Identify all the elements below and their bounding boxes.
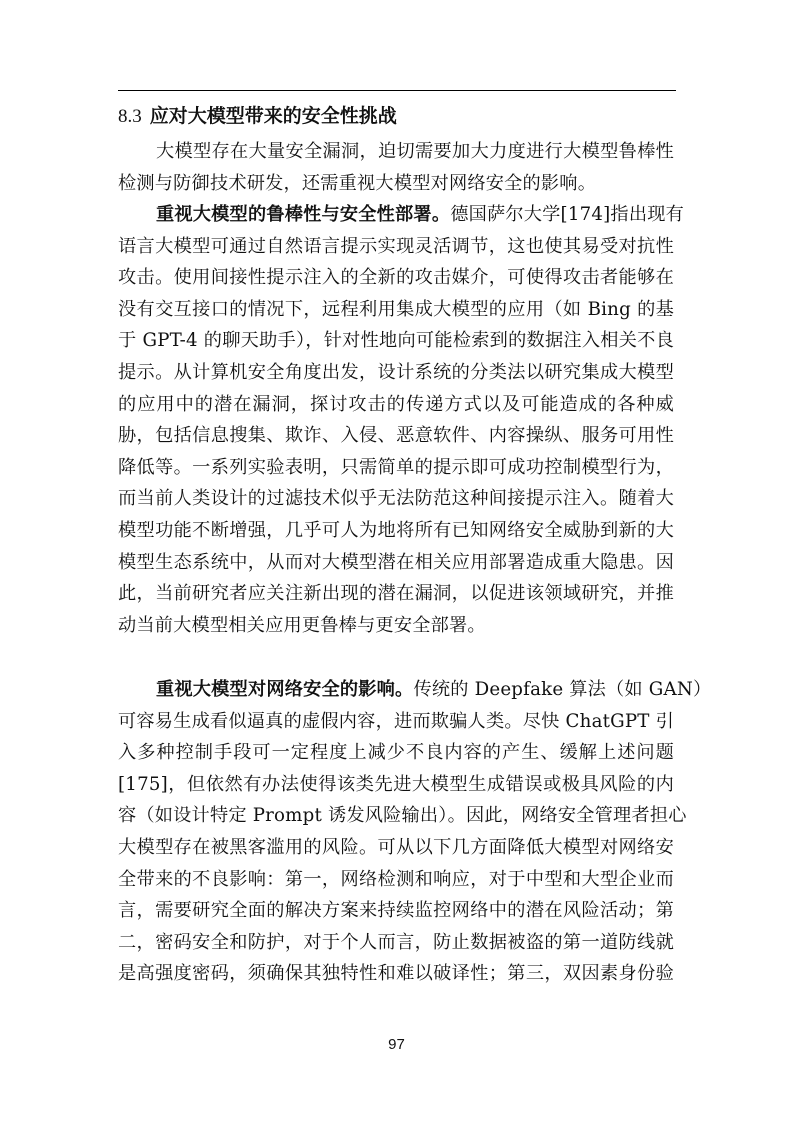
paragraph-lead-heading: 重视大模型对网络安全的影响。 [156, 679, 414, 700]
text-line: 于 GPT-4 的聊天助手），针对性地向可能检索到的数据注入相关不良 [118, 330, 674, 352]
text-line: 全带来的不良影响：第一，网络检测和响应，对于中型和大型企业而 [118, 868, 674, 890]
section-title: 应对大模型带来的安全性挑战 [149, 105, 397, 127]
text-line: 降低等。一系列实验表明，只需简单的提示即可成功控制模型行为， [118, 456, 674, 478]
text-line: 言，需要研究全面的解决方案来持续监控网络中的潜在风险活动；第 [118, 900, 674, 922]
text-line: 是高强度密码，须确保其独特性和难以破译性；第三，双因素身份验 [118, 963, 674, 985]
text-line: 攻击。使用间接性提示注入的全新的攻击媒介，可使得攻击者能够在 [118, 267, 674, 289]
text-line: 重视大模型对网络安全的影响。传统的 Deepfake 算法（如 GAN） [156, 679, 712, 700]
text-line: 语言大模型可通过自然语言提示实现灵活调节，这也使其易受对抗性 [118, 235, 674, 257]
text-line: 大模型存在大量安全漏洞，迫切需要加大力度进行大模型鲁棒性 [156, 141, 674, 162]
text-line: [175]，但依然有办法使得该类先进大模型生成错误或极具风险的内 [118, 773, 674, 795]
text-line: 入多种控制手段可一定程度上减少不良内容的产生、缓解上述问题 [118, 742, 674, 764]
text-line: 胁，包括信息搜集、欺诈、入侵、恶意软件、内容操纵、服务可用性 [118, 425, 674, 447]
text-line: 容（如设计特定 Prompt 诱发风险输出）。因此，网络安全管理者担心 [118, 805, 687, 827]
text-line: 可容易生成看似逼真的虚假内容，进而欺骗人类。尽快 ChatGPT 引 [118, 710, 674, 732]
paragraph-intro [118, 136, 674, 199]
text-line: 检测与防御技术研发，还需重视大模型对网络安全的影响。 [118, 172, 597, 194]
text-line: 而当前人类设计的过滤技术似乎无法防范这种间接提示注入。随着大 [118, 488, 674, 510]
text-line: 模型功能不断增强，几乎可人为地将所有已知网络安全威胁到新的大 [118, 519, 674, 541]
text-line: 动当前大模型相关应用更鲁棒与更安全部署。 [118, 614, 486, 636]
section-heading [118, 103, 397, 130]
header-rule [118, 90, 676, 91]
paragraph-lead-heading: 重视大模型的鲁棒性与安全性部署。 [156, 204, 451, 225]
paragraph-robustness [118, 199, 684, 641]
text-line: 模型生态系统中，从而对大模型潜在相关应用部署造成重大隐患。因 [118, 551, 674, 573]
text-line: 没有交互接口的情况下，远程利用集成大模型的应用（如 Bing 的基 [118, 298, 674, 320]
text-line: 大模型存在被黑客滥用的风险。可从以下几方面降低大模型对网络安 [118, 836, 674, 858]
text-line: 的应用中的潜在漏洞，探讨攻击的传递方式以及可能造成的各种威 [118, 393, 674, 415]
text-line: 提示。从计算机安全角度出发，设计系统的分类法以研究集成大模型 [118, 361, 674, 383]
page-number: 97 [388, 1036, 405, 1053]
text-line: 二，密码安全和防护，对于个人而言，防止数据被盗的第一道防线就 [118, 931, 674, 953]
section-number: 8.3 [118, 106, 142, 127]
paragraph-network-security [118, 674, 712, 990]
text-line: 此，当前研究者应关注新出现的潜在漏洞，以促进该领域研究，并推 [118, 583, 674, 605]
text-line: 重视大模型的鲁棒性与安全性部署。德国萨尔大学[174]指出现有 [156, 204, 684, 225]
